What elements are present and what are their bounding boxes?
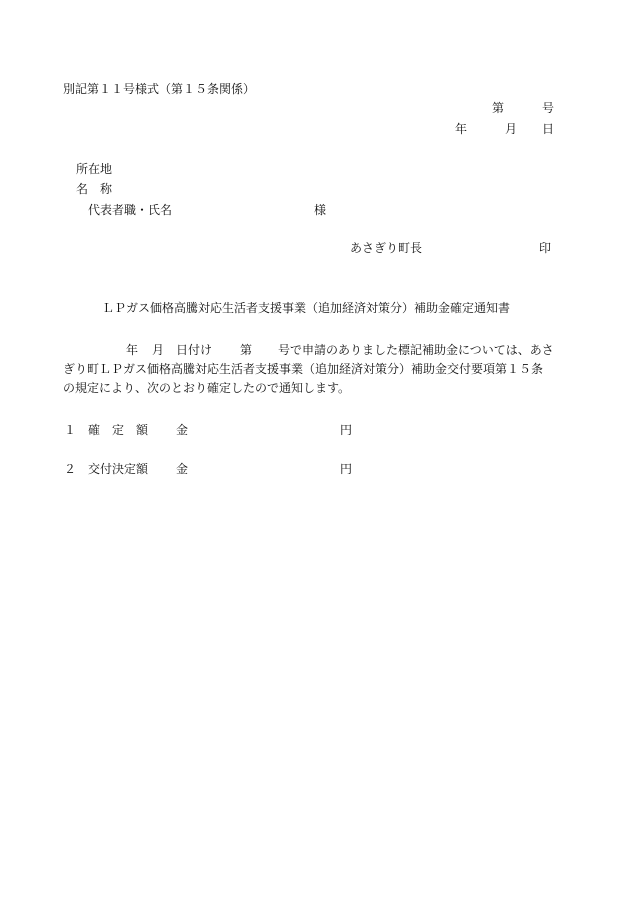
document-number-suffix: 号 — [542, 101, 555, 115]
item-unit: 円 — [340, 462, 353, 476]
representative-label: 代表者職・氏名 — [88, 203, 173, 217]
address-label: 所在地 — [76, 162, 113, 176]
date-month: 月 — [505, 122, 518, 136]
seal-mark: 印 — [539, 241, 552, 255]
item-number: １ — [64, 423, 77, 437]
body-month: 月 — [152, 343, 165, 357]
item-number: ２ — [64, 462, 77, 476]
body-line2: ぎり町ＬＰガス価格高騰対応生活者支援事業（追加経済対策分）補助金交付要項第１５条 — [63, 362, 544, 376]
date-year: 年 — [455, 122, 468, 136]
item-unit: 円 — [340, 423, 353, 437]
honorific: 様 — [314, 203, 327, 217]
item-label-confirmed-amount: 確 定 額 — [88, 423, 149, 437]
item-currency-prefix: 金 — [176, 462, 189, 476]
body-line3: の規定により、次のとおり確定したので通知します。 — [63, 381, 351, 395]
form-number: 別記第１１号様式（第１５条関係） — [63, 82, 256, 96]
body-day-attached: 日付け — [176, 343, 213, 357]
item-currency-prefix: 金 — [176, 423, 189, 437]
document-title: ＬＰガス価格高騰対応生活者支援事業（追加経済対策分）補助金確定通知書 — [102, 301, 511, 315]
body-number-prefix: 第 — [240, 343, 253, 357]
item-label-granted-amount: 交付決定額 — [88, 462, 149, 476]
name-label: 名 称 — [76, 182, 113, 196]
date-day: 日 — [542, 122, 555, 136]
issuer-name: あさぎり町長 — [350, 241, 423, 255]
body-line1-rest: 号で申請のありました標記補助金については、あさ — [278, 343, 554, 357]
document-number-prefix: 第 — [492, 101, 505, 115]
body-year: 年 — [126, 343, 139, 357]
